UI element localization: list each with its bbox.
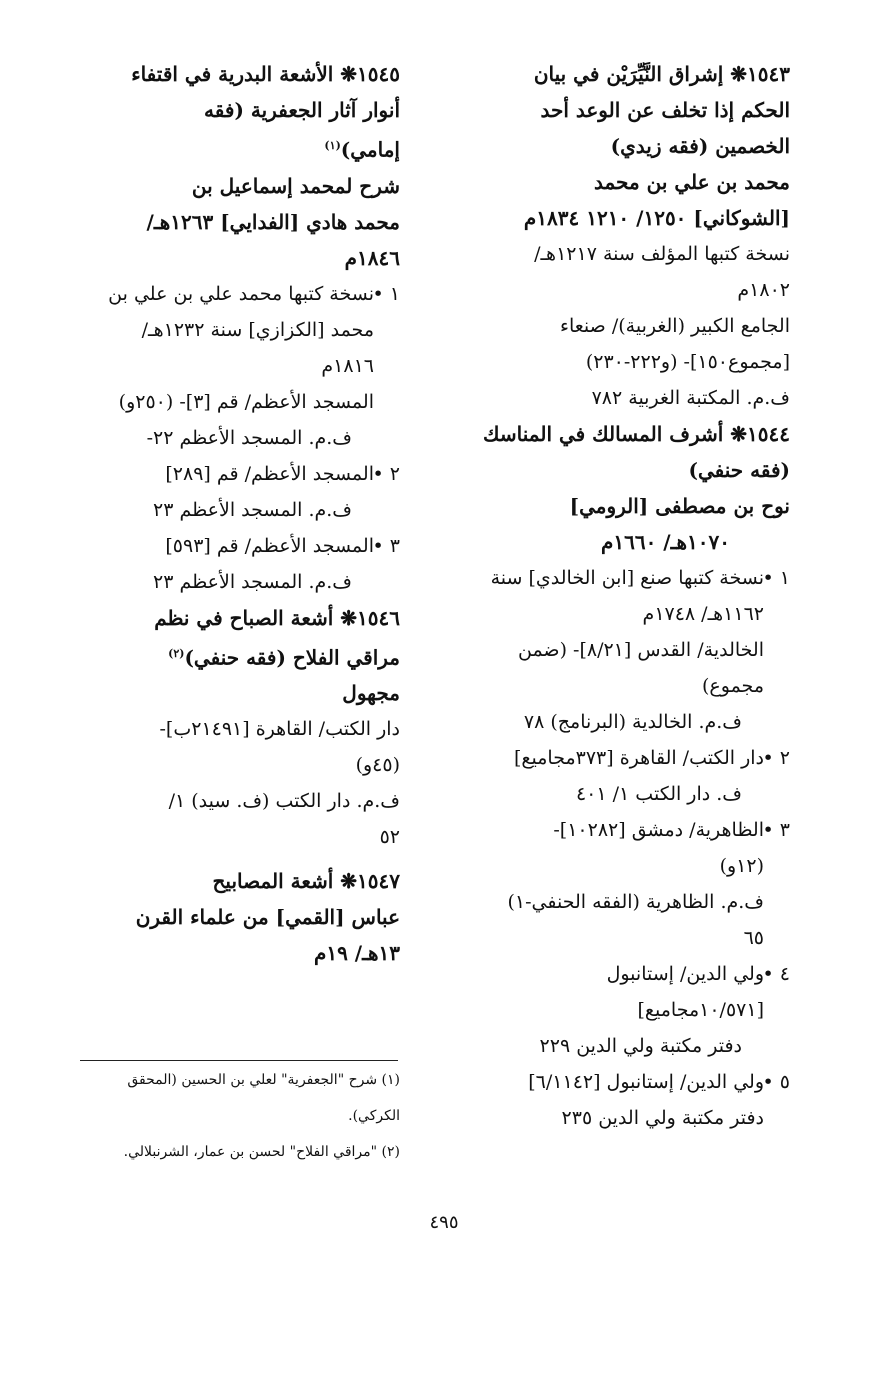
- footnotes: [70, 1062, 400, 1170]
- entry-1545: [55, 56, 400, 600]
- copy-line: ولي الدين/ إستانبول: [606, 963, 764, 985]
- entry-title: ١٥٤٤❋ أشرف المسالك في المناسك: [483, 422, 790, 446]
- entry-title: ١٥٤٥❋ الأشعة البدرية في اقتفاء: [131, 62, 400, 86]
- copy-line: (١٢و): [719, 855, 764, 877]
- entry-line: الجامع الكبير (الغربية)/ صنعاء: [560, 315, 790, 337]
- copy-line: الظاهرية/ دمشق [١٠٢٨٢]-: [553, 819, 764, 841]
- entry-title: الخصمين (فقه زيدي): [610, 134, 790, 158]
- copy-line: [١٠/٥٧١مجاميع]: [637, 999, 764, 1021]
- entry-line: ف.م. دار الكتب (ف. سيد) ١/: [168, 790, 400, 813]
- copy-number: ٣ •: [762, 819, 790, 841]
- entry-title: ١٥٤٧❋ أشعة المصابيح: [212, 869, 400, 894]
- entry-title: الحكم إذا تخلف عن الوعد أحد: [540, 98, 790, 122]
- author: نوح بن مصطفى [الرومي]: [569, 494, 790, 518]
- entry-1547: [55, 863, 400, 971]
- author: شرح لمحمد إسماعيل بن: [191, 173, 400, 198]
- copy-line: ١١٦٢هـ/ ١٧٤٨م: [642, 603, 764, 625]
- footnote: الكركي).: [348, 1108, 400, 1124]
- copy-line: ف.م. الخالدية (البرنامج) ٧٨: [523, 711, 742, 733]
- author: عباس [القمي] من علماء القرن: [135, 905, 400, 930]
- entry-title: [55, 128, 400, 168]
- manuscript-copy: [55, 456, 400, 528]
- copy-line: ف.م. المسجد الأعظم ٢٢-: [146, 426, 352, 449]
- copy-line: المسجد الأعظم/ قم [٢٨٩]: [165, 462, 374, 485]
- footnote-ref: (٢): [168, 646, 185, 660]
- author: ١٠٧٠هـ/ ١٦٦٠م: [600, 530, 730, 554]
- manuscript-copy: [445, 956, 790, 1064]
- copy-line: ٦٥: [743, 927, 764, 949]
- entry-line: [مجموع١٥٠]- (و٢٢٢-٢٣٠): [585, 351, 790, 373]
- copy-number: ٢ •: [372, 462, 400, 485]
- copy-number: ٥ •: [762, 1071, 790, 1093]
- manuscript-copy: [445, 1064, 790, 1136]
- copy-line: نسخة كتبها صنع [ابن الخالدي] سنة: [490, 567, 764, 589]
- copy-line: الخالدية/ القدس [٨/٢١]- (ضمن: [517, 639, 764, 661]
- copy-line: المسجد الأعظم/ قم [٥٩٣]: [165, 534, 374, 557]
- footnote-ref: (١): [324, 139, 341, 152]
- footnote-divider: [80, 1060, 398, 1061]
- entry-title: ١٥٤٦❋ أشعة الصباح في نظم: [154, 605, 400, 630]
- title-text: مراقي الفلاح (فقه حنفي): [184, 645, 400, 670]
- entry-1543: [445, 56, 790, 416]
- manuscript-copy: [445, 560, 790, 740]
- copy-line: محمد [الكزازي] سنة ١٢٣٢هـ/: [141, 318, 374, 341]
- page-number: ٤٩٥: [429, 1212, 459, 1233]
- copy-number: ١ •: [762, 567, 790, 589]
- copy-line: ف.م. المسجد الأعظم ٢٣: [152, 570, 352, 593]
- copy-line: مجموع): [702, 675, 764, 697]
- entry-1546: [55, 600, 400, 856]
- entry-title: (فقه حنفي): [688, 458, 790, 482]
- title-text: إمامي): [340, 137, 400, 162]
- copy-line: دفتر مكتبة ولي الدين ٢٢٩: [539, 1035, 742, 1057]
- entry-1544: [445, 416, 790, 1136]
- copy-line: المسجد الأعظم/ قم [٣]- (٢٥٠و): [118, 390, 374, 413]
- manuscript-copy: [445, 812, 790, 956]
- author: ١٣هـ/ ١٩م: [313, 941, 400, 966]
- copy-line: ف.م. الظاهرية (الفقه الحنفي-١): [507, 891, 764, 913]
- footnote: (٢) "مراقي الفلاح" لحسن بن عمار، الشرنبلالي.: [123, 1144, 400, 1160]
- copy-number: ١ •: [372, 282, 400, 305]
- copy-line: نسخة كتبها محمد علي بن علي بن: [108, 282, 374, 305]
- author: [الشوكاني] ١٢٥٠/ ١٢١٠ ١٨٣٤م: [523, 206, 790, 230]
- entry-title: أنوار آثار الجعفرية (فقه: [204, 98, 400, 122]
- copy-number: ٤ •: [762, 963, 790, 985]
- copy-line: ف. دار الكتب ١/ ٤٠١: [575, 783, 742, 805]
- entry-line: دار الكتب/ القاهرة [٢١٤٩١ب]-: [159, 718, 400, 741]
- entry-line: ١٨٠٢م: [737, 279, 790, 301]
- manuscript-copy: [55, 528, 400, 600]
- copy-line: دار الكتب/ القاهرة [٣٧٣مجاميع]: [513, 747, 764, 769]
- manuscript-copy: [445, 740, 790, 812]
- author: مجهول: [342, 681, 400, 706]
- copy-line: ف.م. المسجد الأعظم ٢٣: [152, 498, 352, 521]
- author: ١٨٤٦م: [344, 245, 400, 270]
- entry-line: ٥٢: [379, 826, 400, 849]
- manuscript-copy: [55, 276, 400, 456]
- entry-line: (٤٥و): [355, 754, 400, 777]
- copy-line: ولي الدين/ إستانبول [٦/١١٤٢]: [528, 1071, 764, 1093]
- copy-line: دفتر مكتبة ولي الدين ٢٣٥: [561, 1107, 764, 1129]
- entry-title: ١٥٤٣❋ إشراق النَّيِّرَيْن في بيان: [533, 62, 790, 86]
- copy-number: ٣ •: [372, 534, 400, 557]
- entry-line: نسخة كتبها المؤلف سنة ١٢١٧هـ/: [534, 243, 790, 265]
- right-column: [445, 56, 790, 1136]
- author: محمد هادي [الفدايي] ١٢٦٣هـ/: [146, 209, 400, 234]
- entry-line: ف.م. المكتبة الغربية ٧٨٢: [591, 387, 790, 409]
- author: محمد بن علي بن محمد: [593, 170, 790, 194]
- entry-title: [55, 636, 400, 676]
- left-column: [55, 56, 400, 971]
- footnote: (١) شرح "الجعفرية" لعلي بن الحسين (المحقق: [127, 1072, 400, 1088]
- copy-number: ٢ •: [762, 747, 790, 769]
- copy-line: ١٨١٦م: [321, 354, 374, 377]
